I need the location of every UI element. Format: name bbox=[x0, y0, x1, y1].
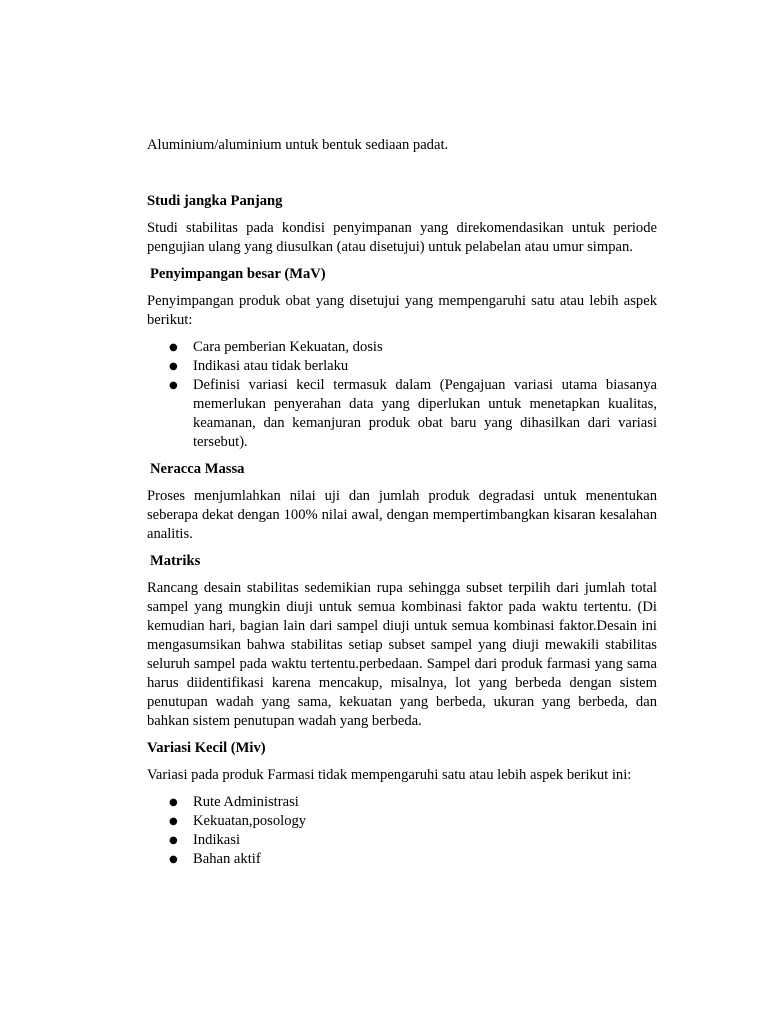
list-item-text: Bahan aktif bbox=[193, 851, 261, 867]
list-item bbox=[147, 376, 657, 452]
intro-text: Aluminium/aluminium untuk bentuk sediaan padat. bbox=[147, 137, 449, 153]
bullet-icon: ● bbox=[169, 380, 178, 391]
heading-neracca-massa: Neracca Massa bbox=[150, 461, 245, 477]
paragraph-penyimpangan-besar: Penyimpangan produk obat yang disetujui yang mempengaruhi satu atau lebih aspek berikut: bbox=[147, 293, 657, 328]
list-item bbox=[147, 850, 657, 869]
paragraph-neracca-massa: Proses menjumlahkan nilai uji dan jumlah produk degradasi untuk menentukan seberapa dekat dengan 100% nilai awal, dengan mempertimbangkan kisaran kesalahan analitis. bbox=[147, 488, 657, 542]
list-item-text: Indikasi atau tidak berlaku bbox=[193, 358, 349, 374]
heading-penyimpangan-besar: Penyimpangan besar (MaV) bbox=[150, 266, 326, 282]
heading-studi-jangka-panjang: Studi jangka Panjang bbox=[147, 193, 283, 209]
paragraph-matriks: Rancang desain stabilitas sedemikian rupa sehingga subset terpilih dari jumlah total sampel yang mungkin diuji untuk semua kombinasi faktor pada waktu tertentu. (Di kemudian hari, bagian lain dari sampel diuji untuk semua kombinasi faktor.Desain ini mengasumsikan bahwa stabilitas setiap subset sampel yang diuji mewakili stabilitas seluruh sampel pada waktu tertentu.perbedaan. Sampel dari produk farmasi yang sama harus diidentifikasi karena mencakup, misalnya, lot yang berbeda dengan sistem penutupan wadah yang sama, kekuatan yang berbeda, ukuran yang berbeda, dan bahkan sistem penutupan wadah yang berbeda. bbox=[147, 580, 657, 729]
paragraph-studi-jangka-panjang: Studi stabilitas pada kondisi penyimpanan yang direkomendasikan untuk periode pengujian ulang yang diusulkan (atau disetujui) untuk pelabelan atau umur simpan. bbox=[147, 220, 657, 255]
document-page bbox=[147, 136, 657, 877]
list-penyimpangan-besar bbox=[147, 338, 657, 452]
paragraph-variasi-kecil: Variasi pada produk Farmasi tidak mempengaruhi satu atau lebih aspek berikut ini: bbox=[147, 767, 632, 783]
list-item-text: Definisi variasi kecil termasuk dalam (Pengajuan variasi utama biasanya memerlukan penyerahan data yang diperlukan untuk menetapkan kualitas, keamanan, dan kemanjuran produk obat baru yang dihasilkan dari variasi tersebut). bbox=[193, 377, 657, 450]
list-item bbox=[147, 793, 657, 812]
heading-matriks: Matriks bbox=[150, 553, 201, 569]
list-item-text: Indikasi bbox=[193, 832, 241, 848]
heading-variasi-kecil: Variasi Kecil (Miv) bbox=[147, 740, 266, 756]
list-item-text: Kekuatan,posology bbox=[193, 813, 307, 829]
list-item bbox=[147, 812, 657, 831]
list-item bbox=[147, 338, 657, 357]
bullet-icon: ● bbox=[169, 854, 178, 865]
bullet-icon: ● bbox=[169, 797, 178, 808]
list-variasi-kecil bbox=[147, 793, 657, 869]
list-item bbox=[147, 357, 657, 376]
bullet-icon: ● bbox=[169, 835, 178, 846]
list-item-text: Cara pemberian Kekuatan, dosis bbox=[193, 339, 383, 355]
bullet-icon: ● bbox=[169, 361, 178, 372]
bullet-icon: ● bbox=[169, 816, 178, 827]
list-item bbox=[147, 831, 657, 850]
list-item-text: Rute Administrasi bbox=[193, 794, 299, 810]
bullet-icon: ● bbox=[169, 342, 178, 353]
